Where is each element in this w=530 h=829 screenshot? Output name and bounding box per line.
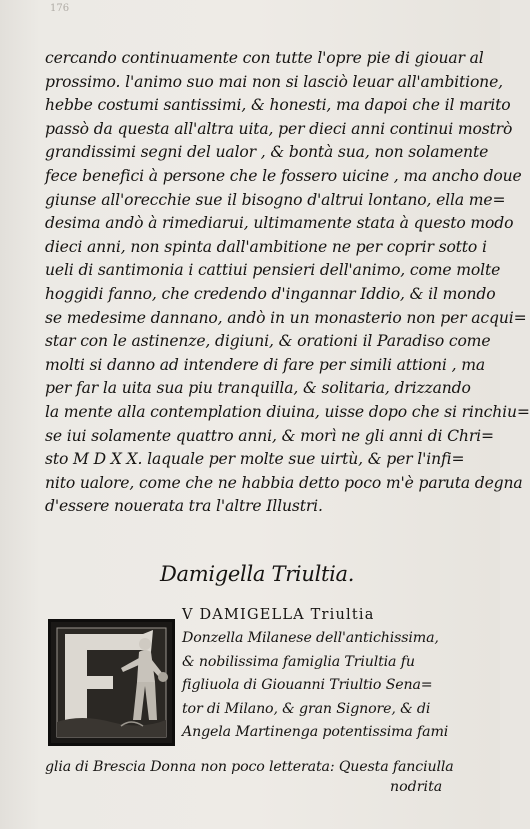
text-line: dieci anni, non spinta dall'ambitione ne per coprir sotto i — [45, 237, 487, 256]
text-line: ueli di santimonia i cattiui pensieri dell'animo, come molte — [45, 261, 501, 280]
text-line: sto M D X X. laquale per molte sue uirtù, & per l'infi= — [45, 450, 465, 469]
text-line: desima andò à rimediarui, ultimamente stata à questo modo — [45, 214, 514, 233]
text-line: hoggidi fanno, che credendo d'ingannar Iddio, & il mondo — [45, 284, 496, 303]
woodcut-initial-f-image — [51, 622, 172, 743]
text-line: hebbe costumi santissimi, & honesti, ma dapoi che il marito — [45, 96, 511, 115]
text-line: giunse all'orecchie sue il bisogno d'altrui lontano, ella me= — [45, 190, 506, 209]
section-heading: Damigella Triultia. — [160, 562, 355, 586]
text-line: passò da questa all'altra uita, per dieci anni continui mostrò — [45, 119, 513, 138]
text-line: grandissimi segni del ualor , & bontà sua, non solamente — [45, 143, 489, 162]
page-number: 176 — [50, 3, 70, 14]
paragraph-opening-line: V DAMIGELLA Triultia — [182, 607, 375, 623]
decorated-initial — [48, 619, 175, 746]
second-paragraph — [182, 604, 472, 744]
catchword: nodrita — [390, 779, 443, 795]
paragraph-tail — [45, 756, 475, 779]
text-line: se medesime dannano, andò in un monasterio non per acqui= — [45, 308, 527, 327]
text-line: nito ualore, come che ne habbia detto poco m'è paruta degna — [45, 473, 523, 492]
text-line: cercando continuamente con tutte l'opre pie di giouar al — [45, 49, 484, 67]
text-line: fece benefici à persone che le fossero uicine , ma ancho doue — [45, 166, 522, 185]
text-line: figliuola di Giouanni Triultio Sena= — [182, 677, 433, 694]
text-line: la mente alla contemplation diuina, uisse dopo che si rinchiu= — [45, 402, 530, 421]
text-line: per far la uita sua piu tranquilla, & solitaria, drizzando — [45, 379, 471, 398]
text-line: glia di Brescia Donna non poco letterata: Questa fanciulla — [45, 759, 454, 775]
text-line: molti si danno ad intendere di fare per simili attioni , ma — [45, 355, 485, 374]
text-line: tor di Milano, & gran Signore, & di — [182, 700, 431, 717]
text-line: Angela Martinenga potentissima fami — [182, 723, 449, 740]
body-text — [45, 47, 530, 519]
text-line: prossimo. l'animo suo mai non si lasciò leuar all'ambitione, — [45, 72, 503, 91]
text-line: se iui solamente quattro anni, & morì ne gli anni di Chri= — [45, 426, 494, 445]
text-line: d'essere nouerata tra l'altre Illustri. — [45, 497, 323, 516]
text-line: Donzella Milanese dell'antichissima, — [182, 630, 439, 647]
text-line: star con le astinenze, digiuni, & orationi il Paradiso come — [45, 332, 491, 351]
text-line: & nobilissima famiglia Triultia fu — [182, 653, 415, 670]
